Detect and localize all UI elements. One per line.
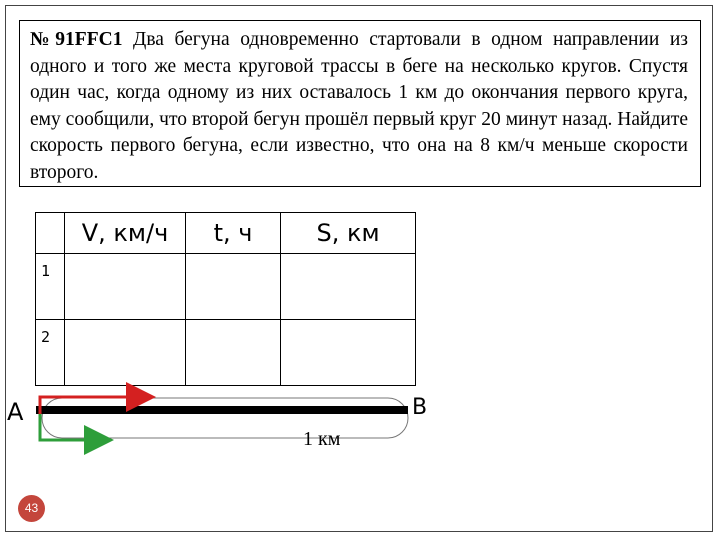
header-distance: S, км [281,213,416,254]
header-speed: V, км/ч [65,213,186,254]
header-time: t, ч [186,213,281,254]
row-label: 2 [36,320,65,386]
problem-number: №91FFC1 [30,29,123,50]
circular-track-outline [42,398,408,438]
row-label: 1 [36,254,65,320]
point-a-label: А [7,398,24,426]
point-b-label: В [412,395,428,420]
runner-1-arrow [40,414,108,440]
distance-label: 1 км [303,428,341,450]
slide-number-badge: 43 [18,495,45,522]
problem-text: Два бегуна одновременно стартовали в одном направлении из одного и того же места круговой трассы в беге на несколько кругов. Спустя один час, когда одному из них оставалось 1 км до окончания первого круга, ему сообщили, что второй бегун прошёл первый круг 20 минут назад. Найдите скорость первого бегуна, если известно, что она на 8 км/ч меньше скорости второго. [30,29,688,183]
